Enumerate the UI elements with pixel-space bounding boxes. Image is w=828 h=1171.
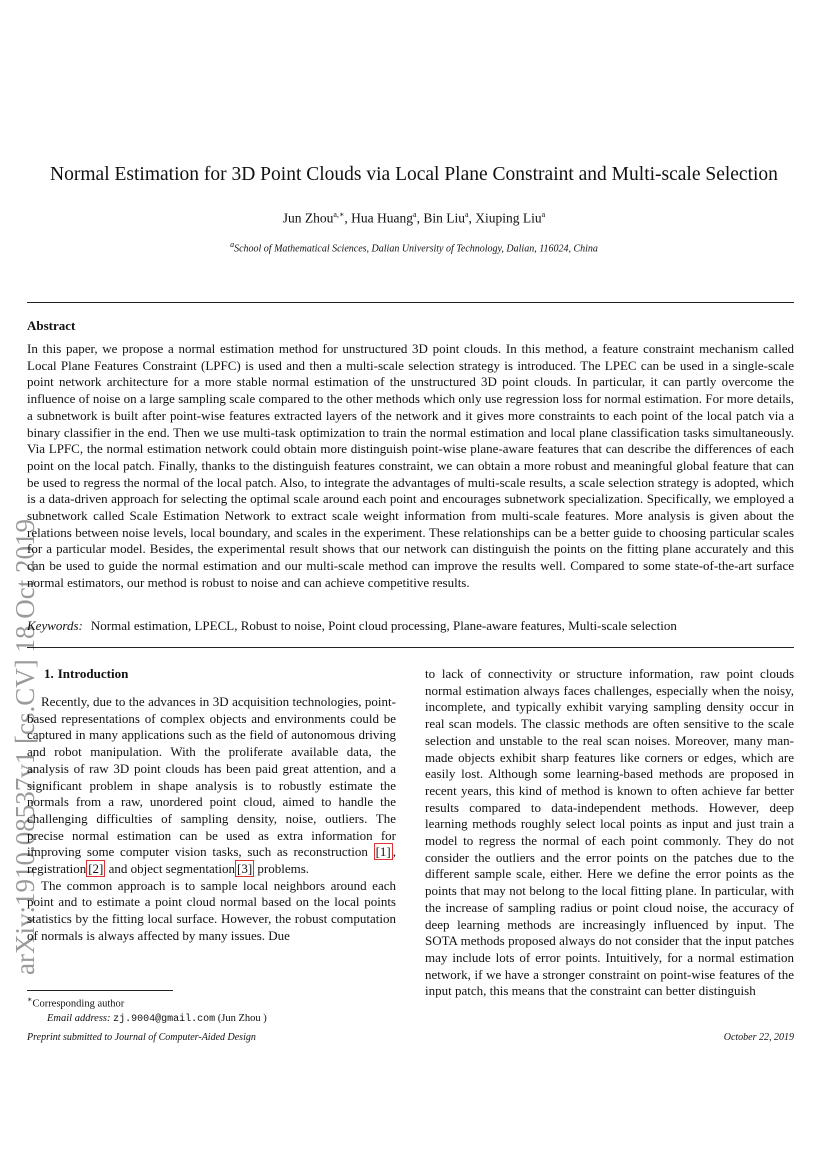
paragraph-text: Recently, due to the advances in 3D acquisition technologies, point-based representations of complex objects and environments could be captured in many applications such as the field of autonomous driving and robot manipulation. With the proliferate available data, the analysis of raw 3D point clouds has been paid great attention, and a significant problem in shape analysis is to robustly estimate the normals from a raw, unordered point cloud, aimed to handle the challenging difficulties of sampling density, noise, outliers. The precise normal estimation can be used as extra information for improving some computer vision tasks, such as reconstruction [27,694,396,860]
abstract-heading: Abstract [27,318,76,333]
paper-title: Normal Estimation for 3D Point Clouds via Local Plane Constraint and Multi-scale Selection [50,164,778,185]
arxiv-id-stamp: arXiv:1910.08537v1 [cs.CV] 18 Oct 2019 [10,519,40,975]
email-label: Email address: [47,1012,111,1024]
keywords-label: Keywords: [27,618,83,633]
author-name: Xiuping Liu [475,210,542,226]
preprint-note: Preprint submitted to Journal of Computer-Aided Design [27,1032,256,1043]
footnote-mark: ∗ [27,995,33,1004]
section-number: 1. [44,666,54,681]
author-name: Jun Zhou [282,210,334,226]
intro-paragraph-1 [27,694,396,878]
footnote-text: Corresponding author [32,998,125,1010]
author-name: Hua Huang [351,210,414,226]
citation-link[interactable]: [1] [375,844,391,860]
top-divider [27,302,794,303]
email-address[interactable]: zj.9004@gmail.com [113,1013,216,1025]
email-owner: (Jun Zhou ) [217,1012,267,1024]
section-title: Introduction [57,666,129,681]
paragraph-text: and object segmentation [105,861,235,877]
left-column [27,694,396,945]
date-stamp: October 22, 2019 [723,1032,794,1043]
section-heading [44,666,128,682]
paragraph-text: problems. [254,861,310,877]
citation-link[interactable]: [2] [88,861,104,877]
affiliation-text: School of Mathematical Sciences, Dalian University of Technology, Dalian, 116024, China [234,243,598,255]
author-list: Jun Zhou$^{a,∗}$, Hua Huang$^a$, Bin Liu$^a$, Xiuping Liu$^a$ [282,210,546,226]
footnote [27,993,267,1027]
affiliation [0,240,828,254]
paragraph-text: , registration [27,844,396,877]
author-affil-mark: a [413,210,417,219]
citation-link[interactable]: [3] [237,861,253,877]
affiliation-mark: a [230,240,235,249]
abstract-text: In this paper, we propose a normal estimation method for unstructured 3D point clouds. In this method, a feature constraint mechanism called Local Plane Features Constraint (LPFC) is used and then a multi-scale selection strategy is introduced. The LPEC can be used in a single-scale point network architecture for a more stable normal estimation of the unstructured 3D point clouds. In particular, it can partly overcome the influence of noise on a large sampling scale compared to the other methods which only use regression loss for normal estimation. For more details, a subnetwork is built after point-wise features extracted layers of the network and it gives more constraints to each point of the local patch via a binary classifier in the end. Then we use multi-task optimization to train the normal estimation and local plane classification tasks simultaneously. Via LPFC, the normal estimation network could obtain more distinguish point-wise plane-aware features that can describe the differences of each point on the local patch. Finally, thanks to the distinguish features constraint, we can obtain a more robust and meaningful global feature that can be used to regress the normal of the local patch. Also, to integrate the advantages of multi-scale results, a scale selection strategy is adopted, which is a data-driven approach for selecting the optimal scale around each point and encourages subnetwork specialization. Specifically, we employed a subnetwork called Scale Estimation Network to extract scale weight information from multi-scale features. More analysis is given about the relations between noise levels, local boundary, and scales in the experiment. These relationships can be a better guide to choosing particular scales for a particular model. Besides, the experimental result shows that our network can distinguish the points on the fitting plane accurately and this can be used to guide the normal estimation and our multi-scale method can improve the results well. Compared to some state-of-the-art surface normal estimators, our method is robust to noise and can achieve competitive results. [27,341,794,590]
right-column [425,666,794,1000]
author-affil-mark: a [541,210,546,219]
keywords-divider [27,647,794,648]
keywords [27,618,794,634]
author-name: Bin Liu [423,210,465,226]
keywords-list: Normal estimation, LPECL, Robust to noise, Point cloud processing, Plane-aware features, Multi-scale selection [90,618,677,633]
intro-paragraph-continued: to lack of connectivity or structure information, raw point clouds normal estimation always faces challenges, especially when the noisy, incomplete, and typically exhibit varying sampling density occur in real scan models. The classic methods are often sensitive to the scale selection and unstable to the real scan noises. Moreover, many man-made objects exhibit sharp features like corners or edges, which are easily lost. Although some learning-based methods are proposed in recent years, this kind of method is known to often achieve far better results compared to data-independent methods. However, deep learning methods roughly select local points as input and just train a model to regress the normal of each point commonly. They do not consider the outliers and the error points on the patches due to the different sample scale, either. Here we define the error points as the points that may not belong to the local fitting plane. In particular, with the increase of sampling radius or point cloud noise, the accuracy of deep learning methods are increasingly influenced by input. The SOTA methods proposed always do not consider that the input patches may include lots of error points. Intuitively, for a normal estimation network, if we have a stronger constraint on point-wise features of the input patch, this means that the constraint can better distinguish [425,666,794,999]
footnote-divider [27,990,173,991]
intro-paragraph-2: The common approach is to sample local neighbors around each point and to estimate a point cloud normal based on the local points statistics by the fitting local surface. However, the robust computation of normals is always affected by many issues. Due [27,877,396,943]
author-affil-mark: a [464,210,469,219]
author-affil-mark: a,∗ [333,210,345,219]
